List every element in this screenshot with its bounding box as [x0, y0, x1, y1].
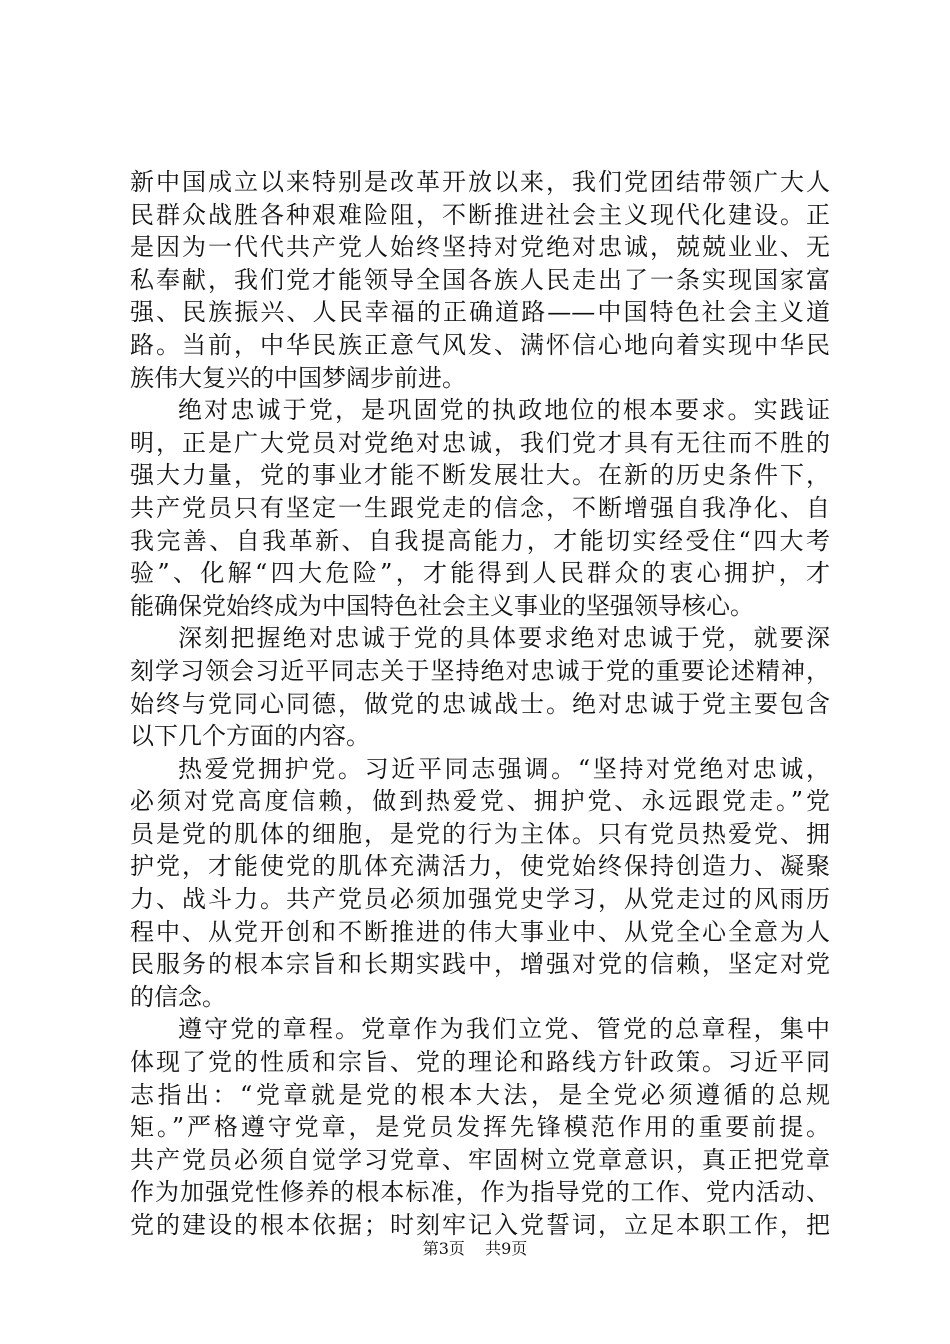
text-line: 明，正是广大党员对党绝对忠诚，我们党才具有无往而不胜的	[130, 428, 830, 457]
text-line: 是因为一代代共产党人始终坚持对党绝对忠诚，兢兢业业、无	[130, 233, 830, 262]
text-line: 矩。”严格遵守党章，是党员发挥先锋模范作用的重要前提。	[130, 1113, 830, 1142]
text-line: 护党，才能使党的肌体充满活力，使党始终保持创造力、凝聚	[130, 852, 830, 881]
text-line: 程中、从党开创和不断推进的伟大事业中、从党全心全意为人	[130, 917, 830, 946]
text-line: 强、民族振兴、人民幸福的正确道路——中国特色社会主义道	[130, 298, 830, 327]
page-number: 第3页	[422, 1239, 465, 1258]
text-line: 族伟大复兴的中国梦阔步前进。	[130, 363, 466, 392]
text-line: 必须对党高度信赖，做到热爱党、拥护党、永远跟党走。”党	[130, 787, 830, 816]
text-line: 深刻把握绝对忠诚于党的具体要求绝对忠诚于党，就要深	[178, 624, 830, 653]
document-body	[130, 166, 830, 1242]
paragraph	[130, 166, 830, 394]
text-line: 以下几个方面的内容。	[130, 722, 370, 751]
text-line: 民群众战胜各种艰难险阻，不断推进社会主义现代化建设。正	[130, 200, 830, 229]
text-line: 的信念。	[130, 982, 226, 1011]
text-line: 强大力量，党的事业才能不断发展壮大。在新的历史条件下，	[130, 461, 830, 490]
text-line: 遵守党的章程。党章作为我们立党、管党的总章程，集中	[178, 1015, 830, 1044]
text-line: 体现了党的性质和宗旨、党的理论和路线方针政策。习近平同	[130, 1048, 830, 1077]
text-line: 力、战斗力。共产党员必须加强党史学习，从党走过的风雨历	[130, 885, 830, 914]
text-line: 志指出：“党章就是党的根本大法，是全党必须遵循的总规	[130, 1080, 830, 1109]
text-line: 共产党员必须自觉学习党章、牢固树立党章意识，真正把党章	[130, 1145, 830, 1174]
paragraph	[130, 753, 830, 1014]
text-line: 我完善、自我革新、自我提高能力，才能切实经受住“四大考	[130, 526, 830, 555]
text-line: 验”、化解“四大危险”，才能得到人民群众的衷心拥护，才	[130, 559, 830, 588]
text-line: 私奉献，我们党才能领导全国各族人民走出了一条实现国家富	[130, 265, 830, 294]
text-line: 作为加强党性修养的根本标准，作为指导党的工作、党内活动、	[130, 1178, 830, 1207]
text-line: 刻学习领会习近平同志关于坚持绝对忠诚于党的重要论述精神，	[130, 656, 830, 685]
paragraph	[130, 394, 830, 622]
text-line: 始终与党同心同德，做党的忠诚战士。绝对忠诚于党主要包含	[130, 689, 830, 718]
text-line: 民服务的根本宗旨和长期实践中，增强对党的信赖，坚定对党	[130, 950, 830, 979]
text-line: 新中国成立以来特别是改革开放以来，我们党团结带领广大人	[130, 168, 830, 196]
page-total: 共9页	[485, 1239, 528, 1258]
text-line: 路。当前，中华民族正意气风发、满怀信心地向着实现中华民	[130, 330, 830, 359]
paragraph	[130, 622, 830, 752]
text-line: 员是党的肌体的细胞，是党的行为主体。只有党员热爱党、拥	[130, 819, 830, 848]
text-line: 能确保党始终成为中国特色社会主义事业的坚强领导核心。	[130, 591, 754, 620]
text-line: 党的建设的根本依据；时刻牢记入党誓词，立足本职工作，把	[130, 1211, 830, 1239]
page-footer	[0, 1239, 950, 1259]
text-line: 共产党员只有坚定一生跟党走的信念，不断增强自我净化、自	[130, 493, 830, 522]
paragraph	[130, 1013, 830, 1241]
text-line: 绝对忠诚于党，是巩固党的执政地位的根本要求。实践证	[178, 396, 830, 425]
text-line: 热爱党拥护党。习近平同志强调。“坚持对党绝对忠诚，	[178, 754, 830, 783]
